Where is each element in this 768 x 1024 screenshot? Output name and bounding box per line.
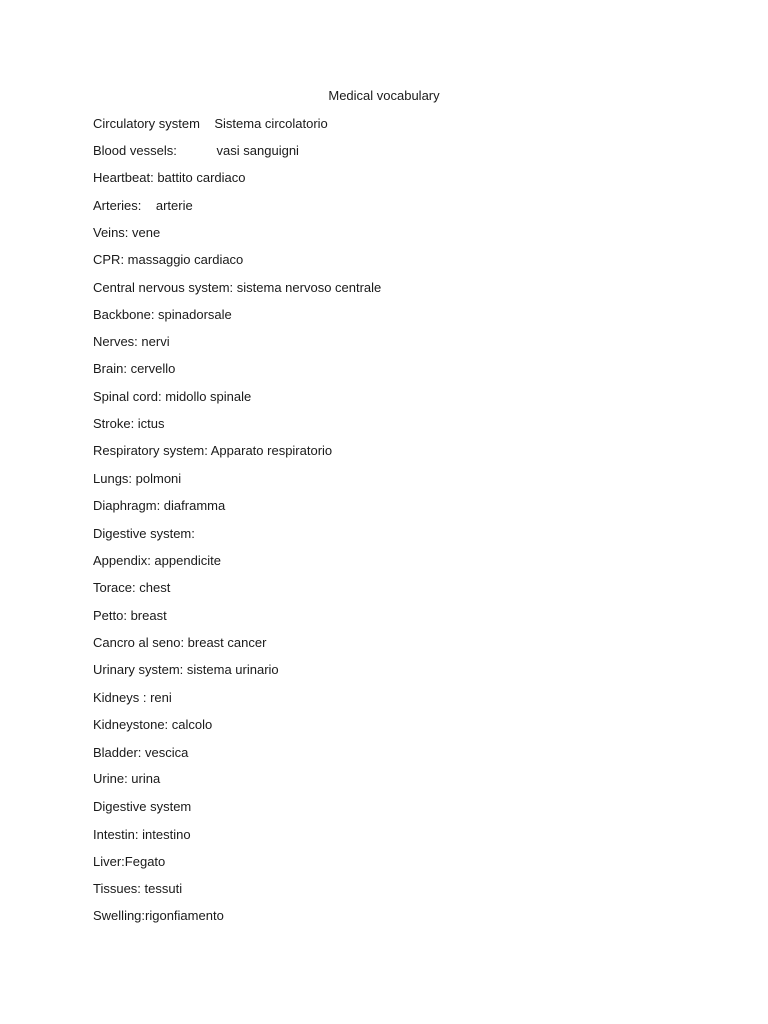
vocabulary-entry: Nerves: nervi — [93, 334, 170, 349]
vocabulary-entry: Brain: cervello — [93, 361, 176, 376]
vocabulary-entry: Central nervous system: sistema nervoso centrale — [93, 280, 382, 295]
vocabulary-entry: Appendix: appendicite — [93, 553, 221, 568]
vocabulary-entry: Lungs: polmoni — [93, 471, 182, 486]
vocabulary-entry: CPR: massaggio cardiaco — [93, 252, 244, 267]
vocabulary-entry: Heartbeat: battito cardiaco — [93, 170, 246, 185]
vocabulary-entry: Respiratory system: Apparato respiratorio — [93, 443, 333, 458]
vocabulary-entry: Veins: vene — [93, 225, 161, 240]
vocabulary-entry: Urine: urina — [93, 771, 161, 786]
vocabulary-entry: Stroke: ictus — [93, 416, 165, 431]
vocabulary-entry: Blood vessels: vasi sanguigni — [93, 143, 299, 158]
vocabulary-entry: Swelling:rigonfiamento — [93, 908, 224, 923]
vocabulary-entry: Tissues: tessuti — [93, 881, 183, 896]
vocabulary-entry: Torace: chest — [93, 580, 171, 595]
vocabulary-entry: Liver:Fegato — [93, 854, 166, 869]
vocabulary-entry: Urinary system: sistema urinario — [93, 662, 279, 677]
vocabulary-entry: Kidneystone: calcolo — [93, 717, 213, 732]
vocabulary-entry: Arteries: arterie — [93, 198, 193, 213]
document-title: Medical vocabulary — [328, 88, 440, 103]
vocabulary-entry: Circulatory system Sistema circolatorio — [93, 116, 328, 131]
vocabulary-entry: Spinal cord: midollo spinale — [93, 389, 252, 404]
vocabulary-entry: Kidneys : reni — [93, 690, 172, 705]
vocabulary-entry: Cancro al seno: breast cancer — [93, 635, 267, 650]
vocabulary-entry: Bladder: vescica — [93, 745, 189, 760]
vocabulary-entry: Digestive system: — [93, 526, 195, 541]
vocabulary-entry: Digestive system — [93, 799, 192, 814]
vocabulary-entry: Backbone: spinadorsale — [93, 307, 232, 322]
vocabulary-entry: Petto: breast — [93, 608, 167, 623]
vocabulary-entry: Intestin: intestino — [93, 827, 191, 842]
vocabulary-entry: Diaphragm: diaframma — [93, 498, 226, 513]
